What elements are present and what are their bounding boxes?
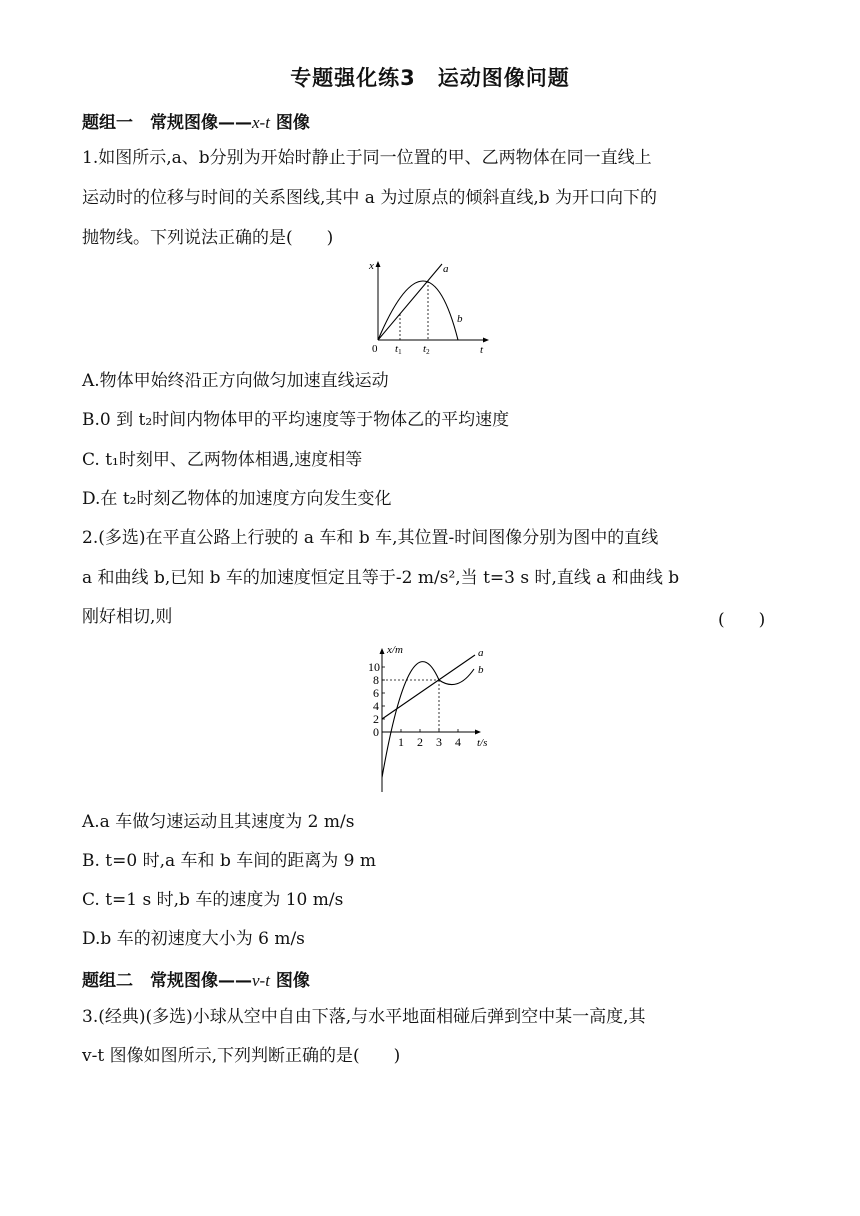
q2-option-b: B. t=0 时,a 车和 b 车间的距离为 9 m (82, 851, 376, 871)
q3-stem-line2: v-t 图像如图所示,下列判断正确的是( ) (82, 1046, 401, 1066)
q1-stem-line2: 运动时的位移与时间的关系图线,其中 a 为过原点的倾斜直线,b 为开口向下的 (82, 188, 658, 208)
q2-figure-xt-graph (360, 640, 500, 800)
section-2-label: 题组二 常规图像—— (82, 971, 252, 991)
q2-y-tick-0: 0 (373, 725, 379, 739)
q2-answer-paren: ( ) (718, 610, 766, 630)
section-2-suffix: 图像 (269, 971, 310, 991)
q1-option-d: D.在 t₂时刻乙物体的加速度方向发生变化 (82, 489, 392, 509)
q2-y-tick-2: 2 (373, 712, 379, 726)
q2-y-tick-6: 6 (373, 686, 379, 700)
q1-line-a (378, 264, 442, 340)
q2-y-tick-8: 8 (373, 673, 379, 687)
q2-t-axis-arrow (475, 730, 481, 735)
q2-option-c: C. t=1 s 时,b 车的速度为 10 m/s (82, 890, 344, 910)
q2-curve-b (382, 662, 474, 778)
q2-curve-b-label: b (478, 664, 484, 676)
q2-option-a: A.a 车做匀速运动且其速度为 2 m/s (82, 812, 355, 832)
q2-stem-line2: a 和曲线 b,已知 b 车的加速度恒定且等于-2 m/s²,当 t=3 s 时,直线 a 和曲线 b (82, 568, 680, 588)
q2-line-a-label: a (478, 647, 484, 659)
q1-y-label: x (369, 260, 374, 272)
section-1-var: x-t (252, 113, 270, 132)
q2-x-tick-2: 2 (417, 735, 423, 749)
page-title: 专题强化练3 运动图像问题 (290, 66, 570, 90)
section-1-suffix: 图像 (269, 113, 310, 133)
q2-y-axis-label: x/m (387, 644, 403, 656)
q1-stem-line1: 1.如图所示,a、b分别为开始时静止于同一位置的甲、乙两物体在同一直线上 (82, 148, 652, 168)
q3-stem-line1: 3.(经典)(多选)小球从空中自由下落,与水平地面相碰后弹到空中某一高度,其 (82, 1007, 646, 1027)
section-1-label: 题组一 常规图像—— (82, 113, 252, 133)
q1-origin-label: 0 (372, 343, 378, 355)
q2-y-tick-10: 10 (368, 660, 380, 674)
q1-t2-label: t2 (423, 343, 430, 356)
q1-t-label: t (480, 344, 484, 356)
q1-figure-xt-graph (365, 255, 495, 360)
q1-t1-label: t1 (395, 343, 402, 356)
section-heading-1 (82, 108, 310, 133)
section-heading-2 (82, 966, 310, 991)
q1-curve-a-label: a (443, 263, 449, 275)
q2-x-axis-arrow (380, 648, 385, 654)
q1-t-axis-arrow (483, 338, 489, 343)
q2-t-axis-label: t/s (477, 737, 488, 749)
q2-stem-line3: 刚好相切,则 (82, 607, 173, 627)
q1-curve-b-label: b (457, 313, 463, 325)
q1-option-b: B.0 到 t₂时间内物体甲的平均速度等于物体乙的平均速度 (82, 410, 510, 430)
q1-stem-line3: 抛物线。下列说法正确的是( ) (82, 228, 334, 248)
q1-curve-b (378, 281, 458, 340)
q2-y-tick-4: 4 (373, 699, 379, 713)
q2-x-tick-3: 3 (436, 735, 442, 749)
q2-x-tick-1: 1 (398, 735, 404, 749)
q1-option-a: A.物体甲始终沿正方向做匀加速直线运动 (82, 371, 389, 391)
q1-x-axis-arrow (376, 261, 381, 267)
q2-x-tick-4: 4 (455, 735, 461, 749)
q2-option-d: D.b 车的初速度大小为 6 m/s (82, 929, 305, 949)
q1-option-c: C. t₁时刻甲、乙两物体相遇,速度相等 (82, 450, 363, 470)
q2-stem-line1: 2.(多选)在平直公路上行驶的 a 车和 b 车,其位置-时间图像分别为图中的直线 (82, 528, 659, 548)
section-2-var: v-t (252, 971, 270, 990)
